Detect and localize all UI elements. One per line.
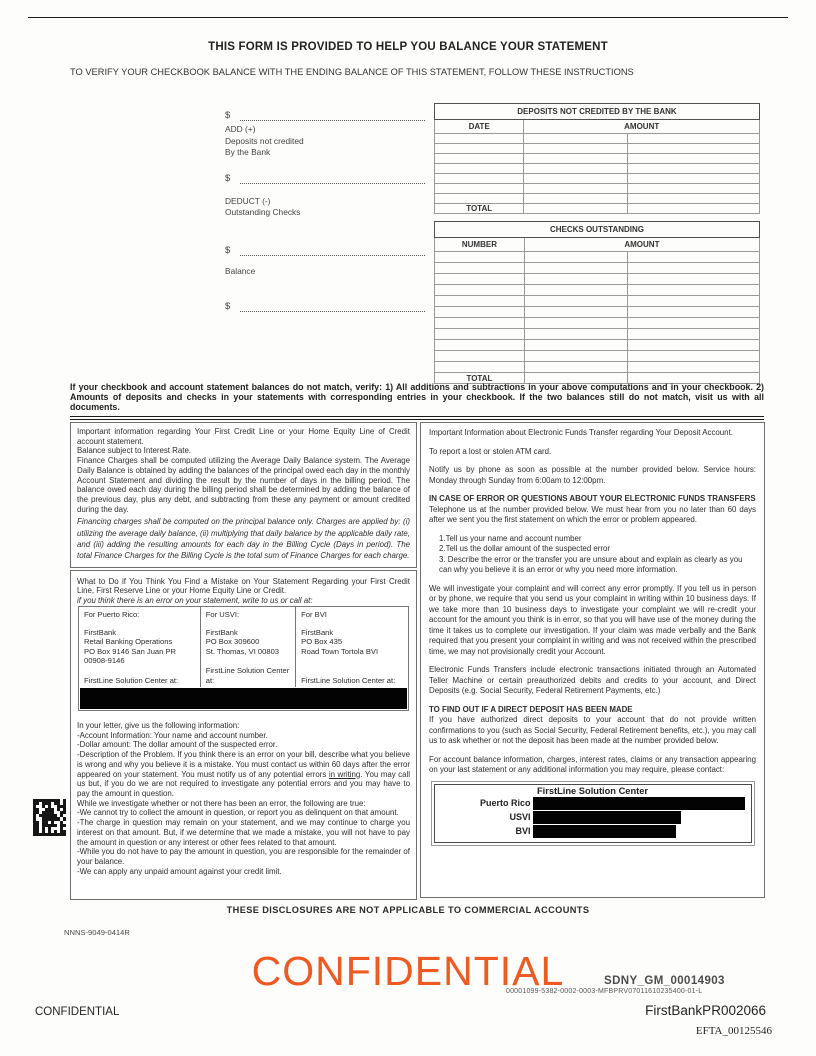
while-bullet-4: -We can apply any unpaid amount against your credit limit.: [77, 866, 282, 876]
barcode-cell: [63, 833, 66, 836]
blank-cell: [524, 296, 627, 307]
error-note-italic: if you think there is an error on your statement, write to us or call at:: [77, 595, 313, 605]
blank-cell: [627, 164, 759, 174]
contact-info-paragraph: For account balance information, charges, interest rates, claims or any transaction appearing on your last statement or any additional information you may require, please contact:: [429, 754, 756, 774]
blank-row: [435, 351, 760, 362]
balance-label-block: [225, 266, 425, 278]
contact-line: FirstBank: [84, 628, 117, 638]
deduct-desc: Outstanding Checks: [225, 207, 301, 217]
solution-center-at-label: FirstLine Solution Center at:: [84, 675, 179, 685]
total-row: [435, 204, 760, 214]
datamatrix-barcode: [33, 799, 66, 836]
blank-cell: [524, 252, 627, 263]
letter-intro: In your letter, give us the following information:: [77, 721, 240, 731]
what-to-do-heading: What to Do if You Think You Find a Mistake on Your Statement Regarding your First Credit Line, First Reserve Line or your Home Equity Line or Credit.: [77, 576, 410, 596]
fill-in-line: [240, 300, 425, 312]
checks-blank-rows: [435, 252, 760, 373]
region-label: For Puerto Rico:: [84, 609, 140, 619]
bullet-text: -Description of the Problem. If you think there is an error on your bill, describe what you believe is wrong and why you believe it is a mistake. You must contact us within 60 days after the error appeared on your statement. You must notify us of any potential errors: [77, 750, 410, 779]
blank-cell: [435, 194, 524, 204]
table-header-row: [435, 238, 760, 252]
contact-line: St. Thomas, VI 00803: [205, 646, 280, 656]
solution-center-box: [434, 784, 752, 844]
fill-in-line: [240, 244, 425, 256]
usvi-label: USVI: [509, 812, 531, 823]
blank-cell: [524, 285, 627, 296]
blank-row: [435, 154, 760, 164]
contact-col-bvi: [296, 607, 408, 687]
deposits-table-title: DEPOSITS NOT CREDITED BY THE BANK: [435, 104, 760, 120]
blank-cell: [524, 274, 627, 285]
contact-line: PO Box 9146 San Juan PR: [84, 646, 177, 656]
currency-symbol: $: [225, 172, 231, 184]
blank-cell: [524, 351, 627, 362]
add-label-block: [225, 124, 425, 159]
blank-row: [435, 134, 760, 144]
blank-cell: [627, 134, 759, 144]
blank-row: [435, 252, 760, 263]
deposits-blank-rows: [435, 134, 760, 204]
blank-cell: [435, 362, 525, 373]
blank-cell: [524, 184, 628, 194]
blank-cell: [524, 144, 628, 154]
direct-deposit-heading: TO FIND OUT IF A DIRECT DEPOSIT HAS BEEN MADE: [429, 704, 633, 714]
fill-in-line: [240, 109, 425, 121]
step-3: 3. Describe the error or the transfer you are unsure about and explain as clearly as you can why you believe it is an error or why you need more information.: [439, 554, 743, 574]
solution-center-at-label: FirstLine Solution Center at:: [301, 675, 396, 685]
blank-cell: [435, 351, 525, 362]
contact-line: FirstBank: [205, 628, 238, 638]
blank-cell: [628, 285, 760, 296]
region-label: For USVI:: [205, 609, 240, 619]
solution-center-title: FirstLine Solution Center: [536, 785, 649, 796]
step-2: 2.Tell us the dollar amount of the suspected error: [439, 544, 611, 553]
blank-cell: [435, 318, 525, 329]
pr-label: Puerto Rico: [479, 798, 531, 809]
blank-cell: [435, 263, 525, 274]
phone-redaction-bar: [80, 688, 407, 709]
blank-cell: [435, 164, 524, 174]
letter-instructions: [77, 721, 410, 876]
region-label: For BVI: [301, 609, 327, 619]
bates-number-firstbank: FirstBankPR002066: [645, 1003, 766, 1018]
letter-bullet-account: -Account Information: Your name and account number.: [77, 730, 268, 740]
service-hours-paragraph: Notify us by phone as soon as possible at the number provided below. Service hours: Monday through Sunday from 6:00am to 12:00pm.: [429, 465, 756, 485]
column-header-amount: AMOUNT: [524, 120, 760, 134]
blank-row: [435, 285, 760, 296]
blank-cell: [628, 351, 760, 362]
regional-contact-table: [78, 606, 409, 711]
blank-cell: [435, 134, 524, 144]
solution-center-at-label: FirstLine Solution Center at:: [205, 666, 290, 685]
currency-symbol: $: [225, 110, 231, 121]
blank-row: [435, 307, 760, 318]
blank-row: [435, 274, 760, 285]
blank-cell: [435, 252, 525, 263]
blank-cell: [435, 296, 525, 307]
verify-lead: If your checkbook and account statement balances do not match, verify:: [70, 382, 383, 392]
blank-cell: [628, 329, 760, 340]
blank-cell: [628, 362, 760, 373]
blank-row: [435, 318, 760, 329]
checks-total-label: TOTAL: [435, 373, 525, 384]
blank-cell: [524, 318, 627, 329]
bates-number-efta: EFTA_00125546: [695, 1025, 772, 1037]
letter-bullet-description: [77, 750, 410, 799]
form-number: NNNS-9049-0414R: [64, 928, 130, 937]
blank-cell: [627, 204, 759, 214]
while-investigate-intro: While we investigate whether or not there has been an error, the following are true:: [77, 798, 366, 808]
double-rule-divider: [70, 416, 764, 420]
column-header-amount: AMOUNT: [524, 238, 759, 252]
lost-atm-card-note: To report a lost or stolen ATM card.: [429, 446, 552, 456]
blank-cell: [628, 340, 760, 351]
table-title-row: [435, 222, 760, 238]
blank-cell: [524, 154, 628, 164]
finance-charges-box: [70, 422, 417, 568]
blank-row: [435, 362, 760, 373]
solution-center-row-usvi: [439, 811, 747, 824]
blank-cell: [524, 362, 627, 373]
blank-row: [435, 340, 760, 351]
contact-line: PO Box 435: [301, 637, 343, 647]
blank-row: [435, 263, 760, 274]
blank-cell: [628, 252, 760, 263]
fill-in-line: [240, 172, 425, 184]
blank-cell: [627, 154, 759, 164]
error-report-steps: [439, 534, 756, 576]
verify-body: 1) All additions and subtractions in your above computations and in your checkbook. 2) Amounts of deposits and checks in your statements with corresponding entries in your checkbook. If the two balances still do not match, visit us with all documents.: [70, 382, 764, 412]
column-header-date: DATE: [435, 120, 524, 134]
blank-cell: [627, 184, 759, 194]
blank-cell: [524, 174, 628, 184]
investigation-paragraph: We will investigate your complaint and will correct any error promptly. If you tell us in person or by phone, we require that you send us your complaint in writing within 10 business days. If we take more than 10 business days to investigate your complaint we will re-credit your account for the amount you think is in error, so that you will have use of the money during the time it takes us to complete our investigation. If your claim was made verbally and the Bank required that you present your complaint in writing and was not received within the prescribed time, we may not provisionally credit your Account.: [429, 583, 756, 656]
blank-row: [435, 296, 760, 307]
table-title-row: [435, 104, 760, 120]
contact-col-usvi: [201, 607, 296, 687]
blank-cell: [435, 184, 524, 194]
blank-cell: [435, 340, 525, 351]
deposits-total-label: TOTAL: [435, 204, 524, 214]
bates-number-sdny: SDNY_GM_00014903: [604, 975, 725, 987]
blank-cell: [435, 329, 525, 340]
efts-intro: Important Information about Electronic Funds Transfer regarding Your Deposit Account.: [429, 428, 733, 437]
blank-cell: [628, 296, 760, 307]
blank-cell: [524, 340, 627, 351]
direct-deposit-paragraph: If you have authorized direct deposits to your account that do not provide written confirmations to you (such as Social Security, Federal Retirement benefits, etc.), you may call us to ask whether or not the deposit has been made at the number provided below.: [429, 715, 756, 745]
phone-redaction-bar: [533, 811, 681, 824]
bates-subnumber: 00001099-5382-0002-0003-MFBPRV07011610235400-01-L: [506, 988, 703, 995]
telephone-paragraph: Telephone us at the number provided below. We must hear from you no later than 60 days after we sent you the first statement on which the error or problem appeared.: [429, 504, 756, 524]
efts-definition-paragraph: Electronic Funds Transfers include electronic transactions initiated through an Automated Teller Machine or certain preauthorized debits and credits to your account, and Direct Deposits (e.g. Social Security, Federal Retirement Payments, etc.): [429, 665, 756, 695]
bullet-text: . You may call us but, if you do we are not required to investigate any potential errors and you may have to pay the amount in question.: [77, 769, 411, 798]
blank-cell: [524, 164, 628, 174]
table-header-row: [435, 120, 760, 134]
while-bullet-1: -We cannot try to collect the amount in question, or report you as delinquent on that amount.: [77, 808, 399, 818]
blank-cell: [435, 285, 525, 296]
blank-row: [435, 184, 760, 194]
amount-line-3: [225, 243, 425, 256]
blank-cell: [524, 204, 628, 214]
step-1: 1.Tell us your name and account number: [439, 533, 582, 543]
blank-cell: [627, 144, 759, 154]
solution-center-row-bvi: [439, 825, 747, 838]
currency-symbol: $: [225, 244, 231, 256]
contact-line: Retail Banking Operations: [84, 637, 173, 647]
commercial-accounts-note: THESE DISCLOSURES ARE NOT APPLICABLE TO COMMERCIAL ACCOUNTS: [226, 905, 590, 915]
blank-row: [435, 329, 760, 340]
amount-line-4: [225, 299, 425, 312]
blank-cell: [628, 307, 760, 318]
blank-cell: [435, 307, 525, 318]
blank-cell: [627, 174, 759, 184]
contact-col-puerto-rico: [79, 607, 201, 687]
credit-line-disclosure-column: [70, 422, 417, 900]
contact-line: PO Box 309600: [205, 637, 260, 647]
blank-cell: [524, 307, 627, 318]
blank-cell: [524, 134, 628, 144]
contact-line: 00908-9146: [84, 656, 125, 666]
page-top-rule: [28, 17, 788, 18]
form-title: THIS FORM IS PROVIDED TO HELP YOU BALANCE YOUR STATEMENT: [208, 41, 608, 53]
contact-line: Road Town Tortola BVI: [301, 646, 379, 656]
deposits-not-credited-table: [434, 103, 760, 214]
add-desc-2: By the Bank: [225, 147, 271, 157]
while-bullet-2: -The charge in question may remain on your statement, and we may continue to charge you interest on that amount. But, if we determine that we made a mistake, you will not have to pay the amount in question or any interest or other fees related to that amount.: [77, 818, 410, 847]
deduct-label-block: [225, 196, 425, 219]
efts-disclosure-column: [420, 422, 765, 898]
blank-cell: [524, 329, 627, 340]
add-desc-1: Deposits not credited: [225, 135, 304, 146]
balance-label: Balance: [225, 265, 256, 276]
blank-cell: [435, 154, 524, 164]
blank-cell: [628, 274, 760, 285]
blank-cell: [628, 318, 760, 329]
blank-cell: [627, 194, 759, 204]
balance-worksheet: [225, 108, 425, 312]
deduct-label: DEDUCT (-): [225, 195, 271, 206]
blank-cell: [435, 144, 524, 154]
blank-row: [435, 194, 760, 204]
blank-cell: [628, 263, 760, 274]
solution-center-row-pr: [439, 797, 747, 810]
bvi-label: BVI: [515, 826, 531, 837]
contact-line: FirstBank: [301, 628, 334, 638]
error-questions-heading: IN CASE OF ERROR OR QUESTIONS ABOUT YOUR ELECTRONIC FUNDS TRANSFERS: [429, 494, 756, 503]
confidential-stamp: CONFIDENTIAL: [251, 948, 565, 994]
footer-confidential-label: CONFIDENTIAL: [35, 1006, 120, 1018]
phone-redaction-bar: [533, 825, 676, 838]
interest-rate-note: Balance subject to Interest Rate.: [77, 446, 192, 456]
checks-outstanding-table: [434, 221, 760, 384]
blank-cell: [435, 174, 524, 184]
blank-row: [435, 144, 760, 154]
add-label: ADD (+): [225, 124, 256, 134]
form-subtitle: TO VERIFY YOUR CHECKBOOK BALANCE WITH THE ENDING BALANCE OF THIS STATEMENT, FOLLOW THESE INSTRUCTIONS: [70, 67, 634, 77]
phone-redaction-bar: [533, 797, 745, 810]
letter-bullet-dollar: -Dollar amount: The dollar amount of the suspected error.: [77, 740, 278, 750]
currency-symbol: $: [225, 301, 231, 312]
blank-row: [435, 164, 760, 174]
verify-instructions-paragraph: [70, 383, 764, 420]
checks-table-title: CHECKS OUTSTANDING: [435, 222, 760, 238]
amount-line-2: [225, 171, 425, 184]
blank-cell: [524, 194, 628, 204]
blank-row: [435, 174, 760, 184]
mistake-procedure-box: [70, 570, 417, 900]
efts-disclosure-box: [420, 422, 765, 898]
finance-charges-paragraph: Finance Charges shall be computed utilizing the Average Daily Balance system. The Average Daily Balance is obtained by adding the balances of the principal owed each day in the monthly Account Statement and dividing the result by the number of days in the billing period. The balance owed each day during the billing period shall be determined by adding the balance of the previous day, plus any debt, and subtracting from these any payment or amount credited during the day.: [77, 456, 410, 514]
blank-cell: [524, 263, 627, 274]
credit-line-intro: Important information regarding Your First Credit Line or your Home Equity Line of Credit account statement.: [77, 427, 410, 446]
while-bullet-3: -While you do not have to pay the amount in question, you are responsible for the remainder of your balance.: [77, 847, 410, 866]
in-writing-underlined: in writing: [328, 769, 361, 779]
amount-line-1: [225, 108, 425, 121]
financing-charges-italic-paragraph: Financing charges shall be computed on the principal balance only. Charges are applied by: (i) utilizing the average daily balance, (ii) multiplying that daily balance by the applicable daily rate, and (iii) adding the resulting amounts for each day in the Billing Cycle (Days in period). The total Finance Charges for the Billing Cycle is the total sum of Finance Charges for each charge.: [77, 517, 410, 561]
column-header-number: NUMBER: [435, 238, 525, 252]
blank-cell: [435, 274, 525, 285]
